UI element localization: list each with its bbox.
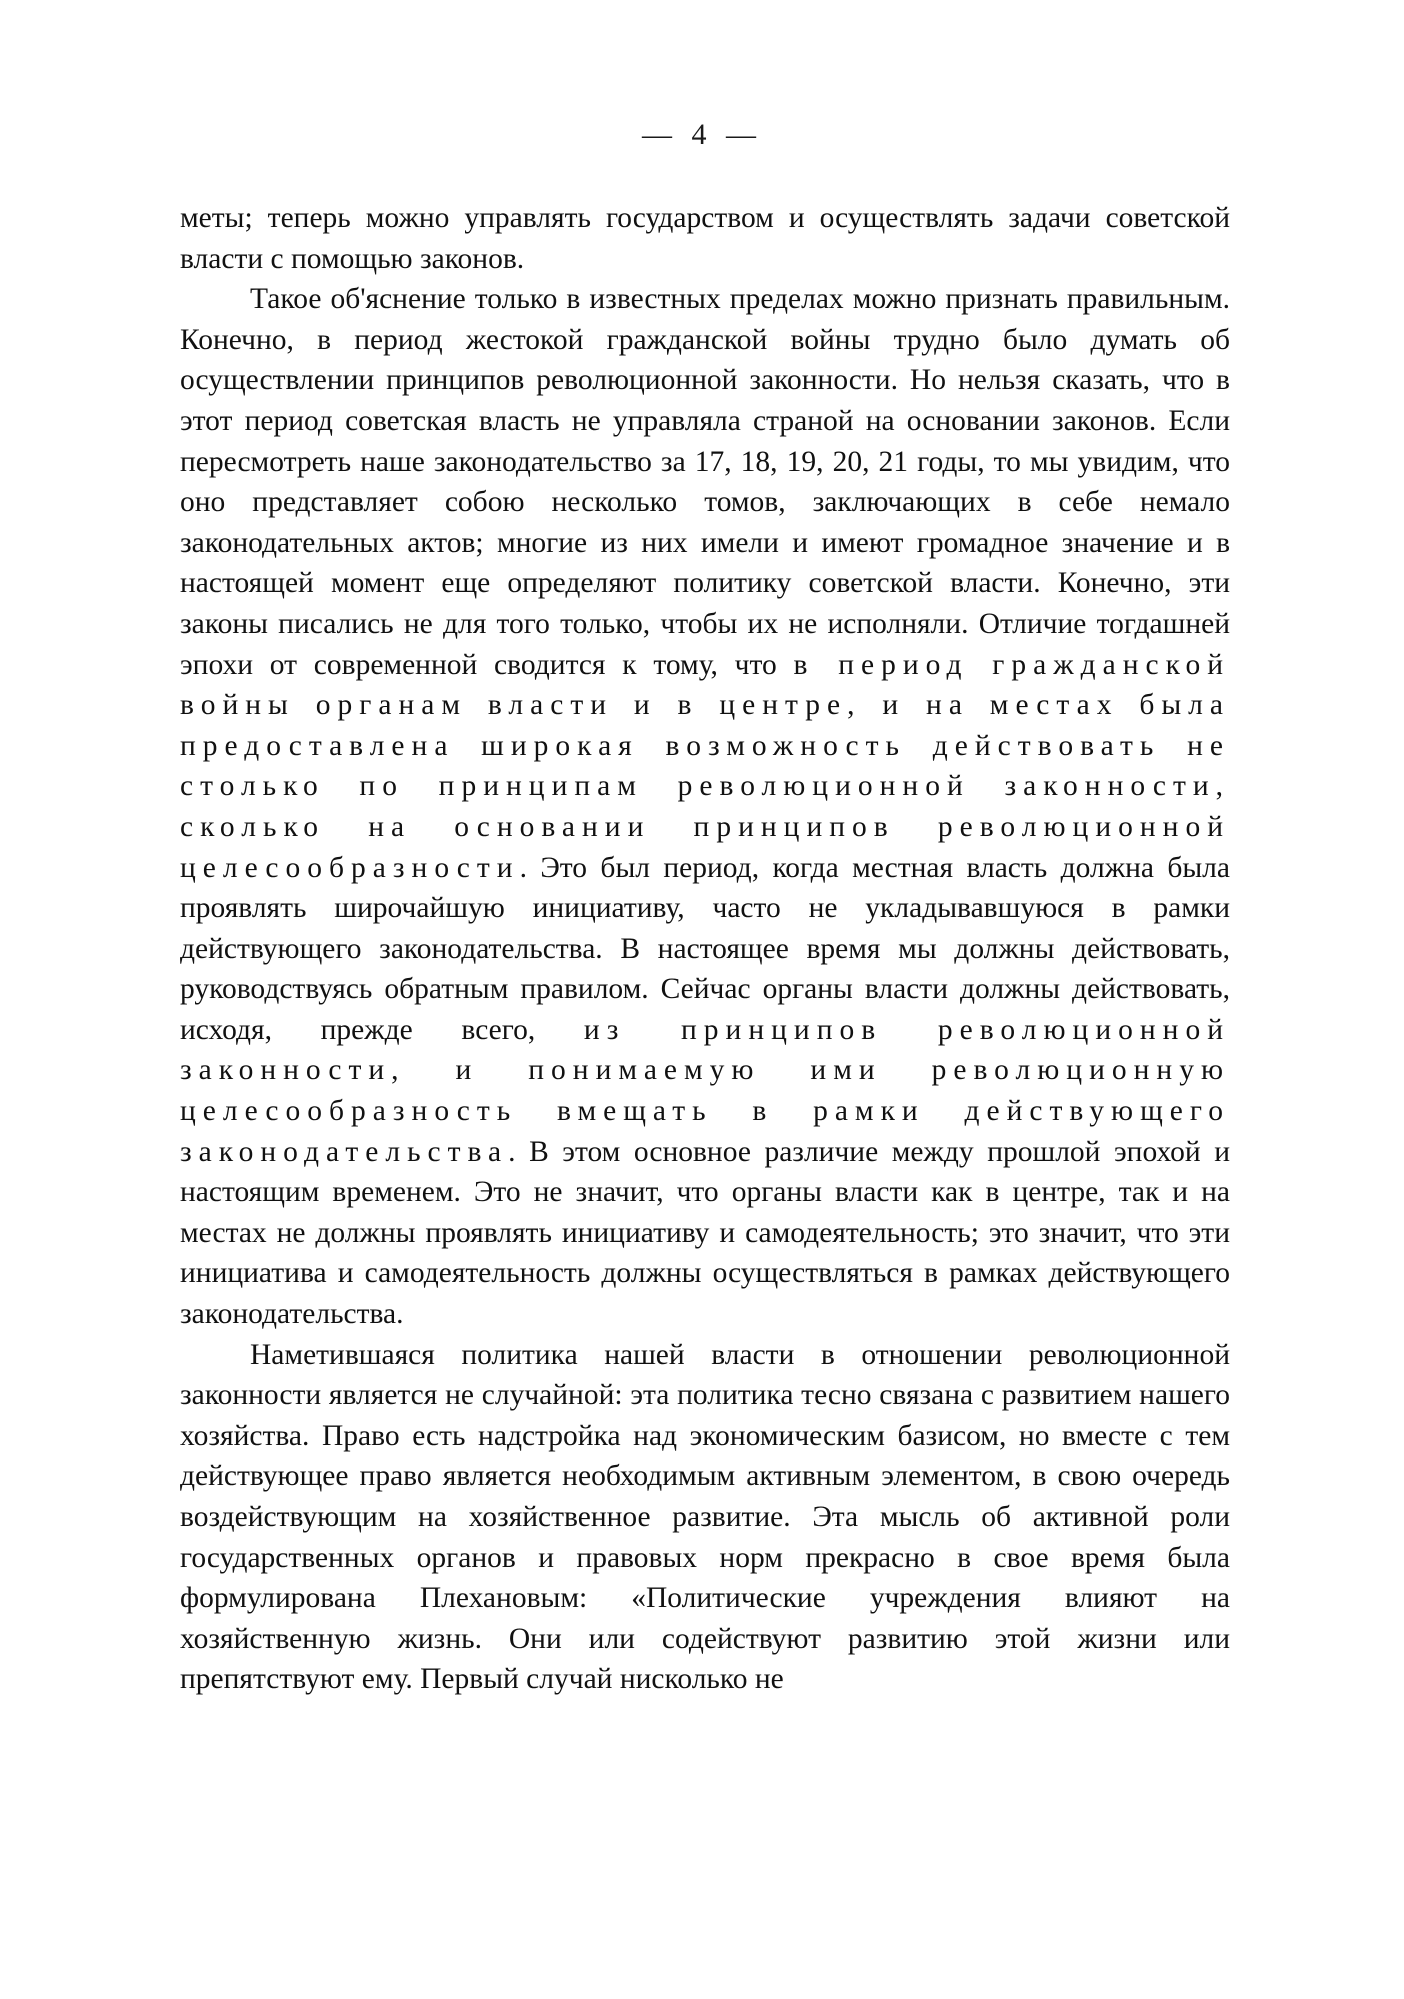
text-segment: меты; теперь можно управлять государством и осуществлять задачи советской власти с помощью законов. [180,202,1230,275]
paragraph [180,1335,1230,1700]
text-segment: Наметившаяся политика нашей власти в отношении революционной законности является не случайной: эта политика тесно связана с развитием нашего хозяйства. Право есть надстройка над экономическим базисом, но вместе с тем действующее право является необходимым активным элементом, в свою очередь воздействующим на хозяйственное развитие. Эта мысль об активной роли государственных органов и правовых норм прекрасно в свое время была формулирована Плехановым: «Политические учреждения влияют на хозяйственную жизнь. Они или содействуют развитию этой жизни или препятствуют ему. Первый случай нисколько не [180,1338,1230,1696]
text-segment: . Это был период, когда местная власть должна была проявлять широчайшую инициативу, часто не укладывавшуюся в рамки действующего законодательства. В настоящее время мы должны действовать, руководствуясь обратным правилом. Сейчас органы власти должны действовать, исходя, прежде всего, [180,851,1230,1046]
paragraph [180,279,1230,1334]
page-number: — 4 — [642,118,762,151]
body-text [180,198,1230,1700]
spaced-emphasis-text: из принципов революционной законности, и понимаемую ими революционную целесообразность вмещать в рамки действующего законодательства [180,1013,1230,1168]
spaced-emphasis-text: в период гражданской войны органам власти и в центре, и на местах была предоставлена широкая возможность действовать не столько по принципам революционной законности, сколько на основании принципов революционной целесообразности [180,648,1230,884]
text-segment: Такое об'яснение только в известных пределах можно признать правильным. Конечно, в период жестокой гражданской войны трудно было думать об осуществлении принципов революционной законности. Но нельзя сказать, что в этот период советская власть не управляла страной на основании законов. Если пересмотреть наше законодательство за 17, 18, 19, 20, 21 годы, то мы увидим, что оно представляет собою несколько томов, заключающих в себе немало законодательных актов; многие из них имели и имеют громадное значение и в настоящей момент еще определяют политику советской власти. Конечно, эти законы писались не для того только, чтобы их не исполняли. Отличие тогдашней эпохи от современной сводится к тому, что [180,283,1230,681]
paragraph [180,198,1230,279]
text-segment: . В этом основное различие между прошлой эпохой и настоящим временем. Это не значит, что органы власти как в центре, так и на местах не должны проявлять инициативу и самодеятельность; это значит, что эти инициатива и самодеятельность должны осуществляться в рамках действующего законодательства. [180,1135,1230,1331]
